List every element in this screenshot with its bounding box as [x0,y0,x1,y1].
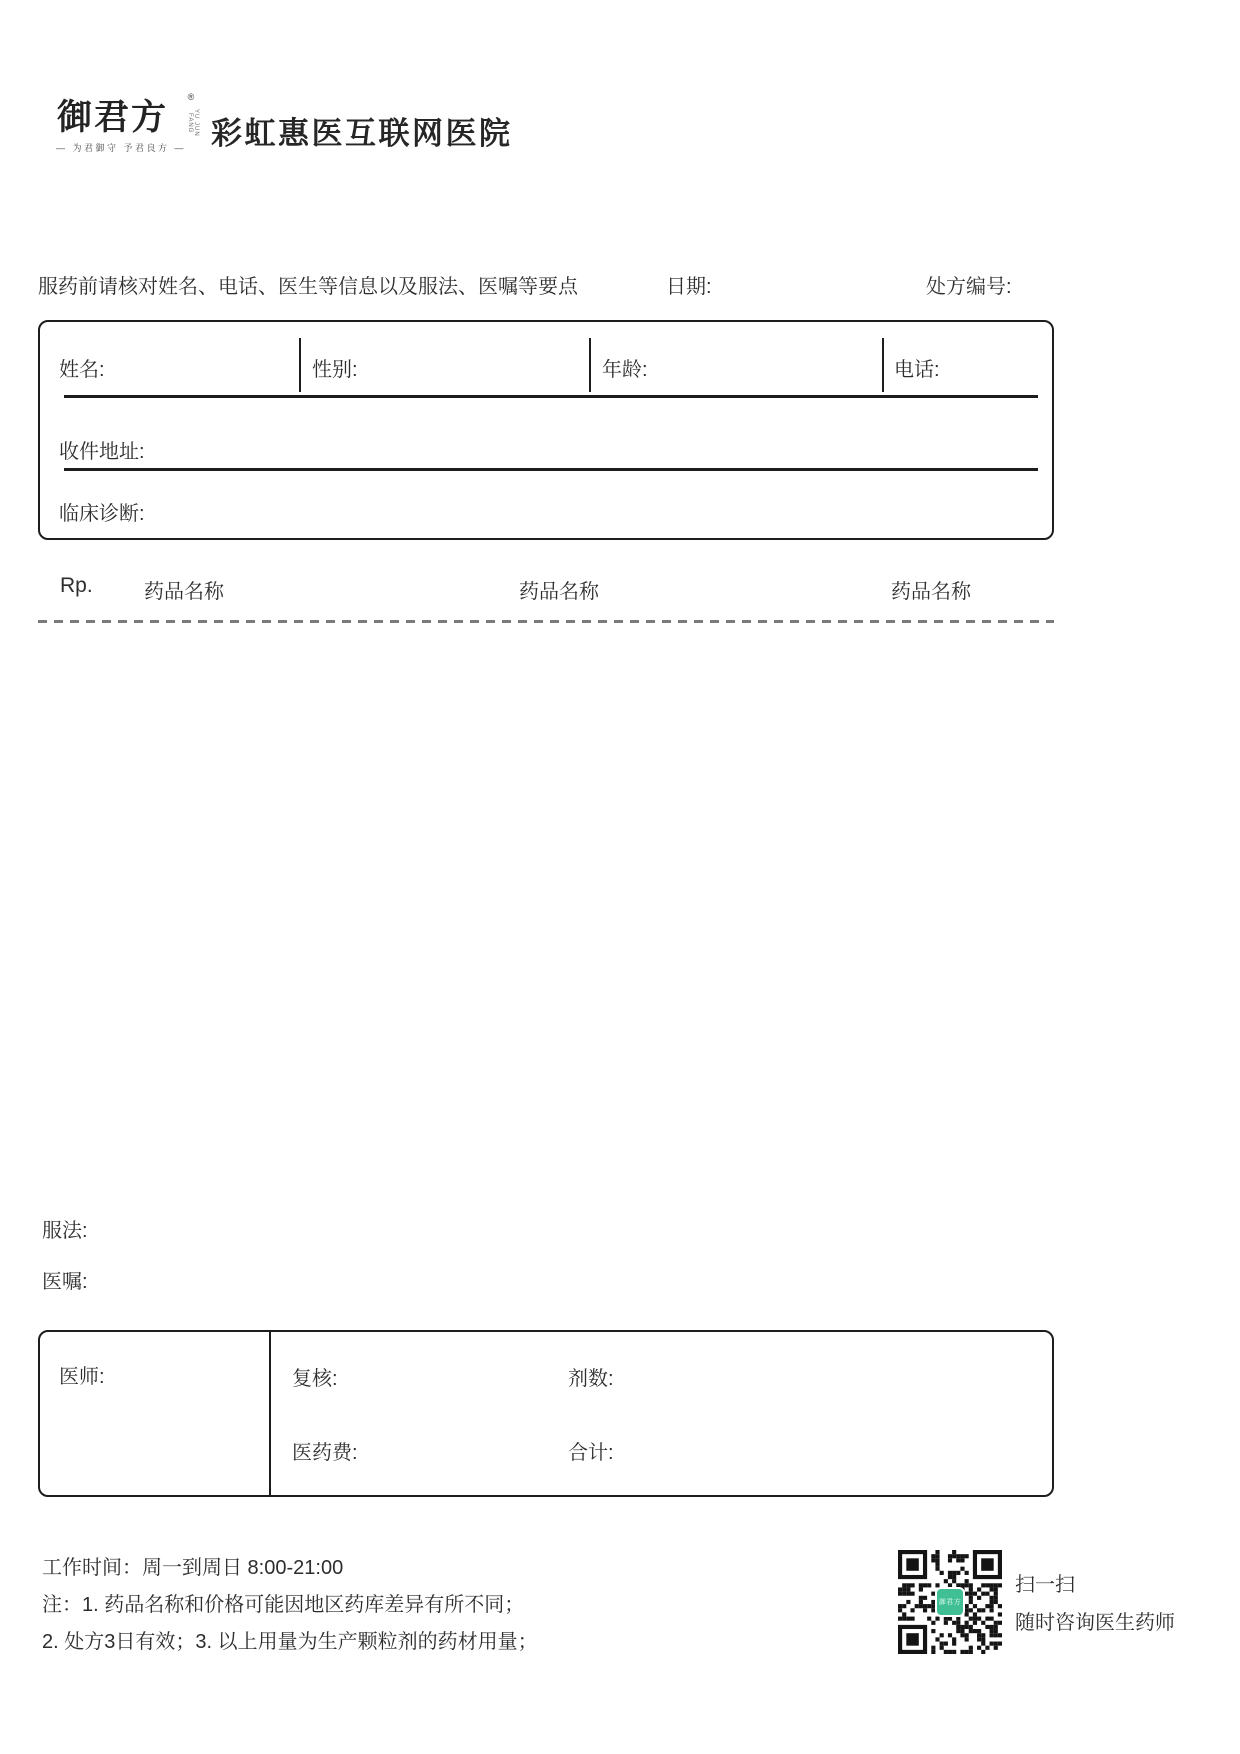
advice-label: 医嘱: [42,1271,88,1293]
qr-center-logo: 御君方 [935,1587,965,1617]
total-label: 合计: [568,1442,614,1464]
review-label: 复核: [292,1368,338,1390]
drug-name-column-header: 药品名称 [519,581,599,603]
row-divider [64,395,1038,398]
signoff-box [38,1330,1054,1497]
brand-logo-text: 御君方 [57,97,169,138]
hospital-name: 彩虹惠医互联网医院 [211,116,513,151]
phone-label: 电话: [894,359,940,381]
rp-label: Rp. [60,574,93,597]
work-time-text: 工作时间：周一到周日 8:00-21:00 [42,1557,344,1579]
drug-name-column-header: 药品名称 [891,581,971,603]
age-label: 年龄: [602,359,648,381]
gender-label: 性别: [312,359,358,381]
qr-scan-label: 扫一扫 [1015,1574,1075,1596]
diagnosis-label: 临床诊断: [59,503,145,525]
row-divider [64,468,1038,471]
rx-number-label: 处方编号: [926,276,1012,298]
doctor-label: 医师: [59,1366,105,1388]
note-line-1: 注：1. 药品名称和价格可能因地区药库差异有所不同； [42,1594,525,1616]
drug-name-column-header: 药品名称 [144,581,224,603]
column-divider [269,1332,271,1495]
qr-consult-label: 随时咨询医生药师 [1015,1612,1175,1634]
patient-info-box [38,320,1054,540]
brand-tagline: — 为君御守 予君良方 — [56,143,187,153]
qr-code [898,1550,1002,1654]
dose-count-label: 剂数: [568,1368,614,1390]
name-label: 姓名: [59,359,105,381]
registered-trademark-icon: ® [187,92,195,102]
brand-logo-pinyin: YU JUN FANG [187,109,199,137]
brand-logo-side [184,92,198,142]
usage-label: 服法: [42,1220,88,1242]
address-label: 收件地址: [59,441,145,463]
column-divider [299,338,301,392]
note-line-2: 2. 处方3日有效；3. 以上用量为生产颗粒剂的药材用量； [42,1631,538,1653]
date-label: 日期: [666,276,712,298]
check-hint-text: 服药前请核对姓名、电话、医生等信息以及服法、医嘱等要点 [38,276,578,298]
column-divider [589,338,591,392]
dashed-separator [38,620,1054,623]
fee-label: 医药费: [292,1442,358,1464]
column-divider [882,338,884,392]
